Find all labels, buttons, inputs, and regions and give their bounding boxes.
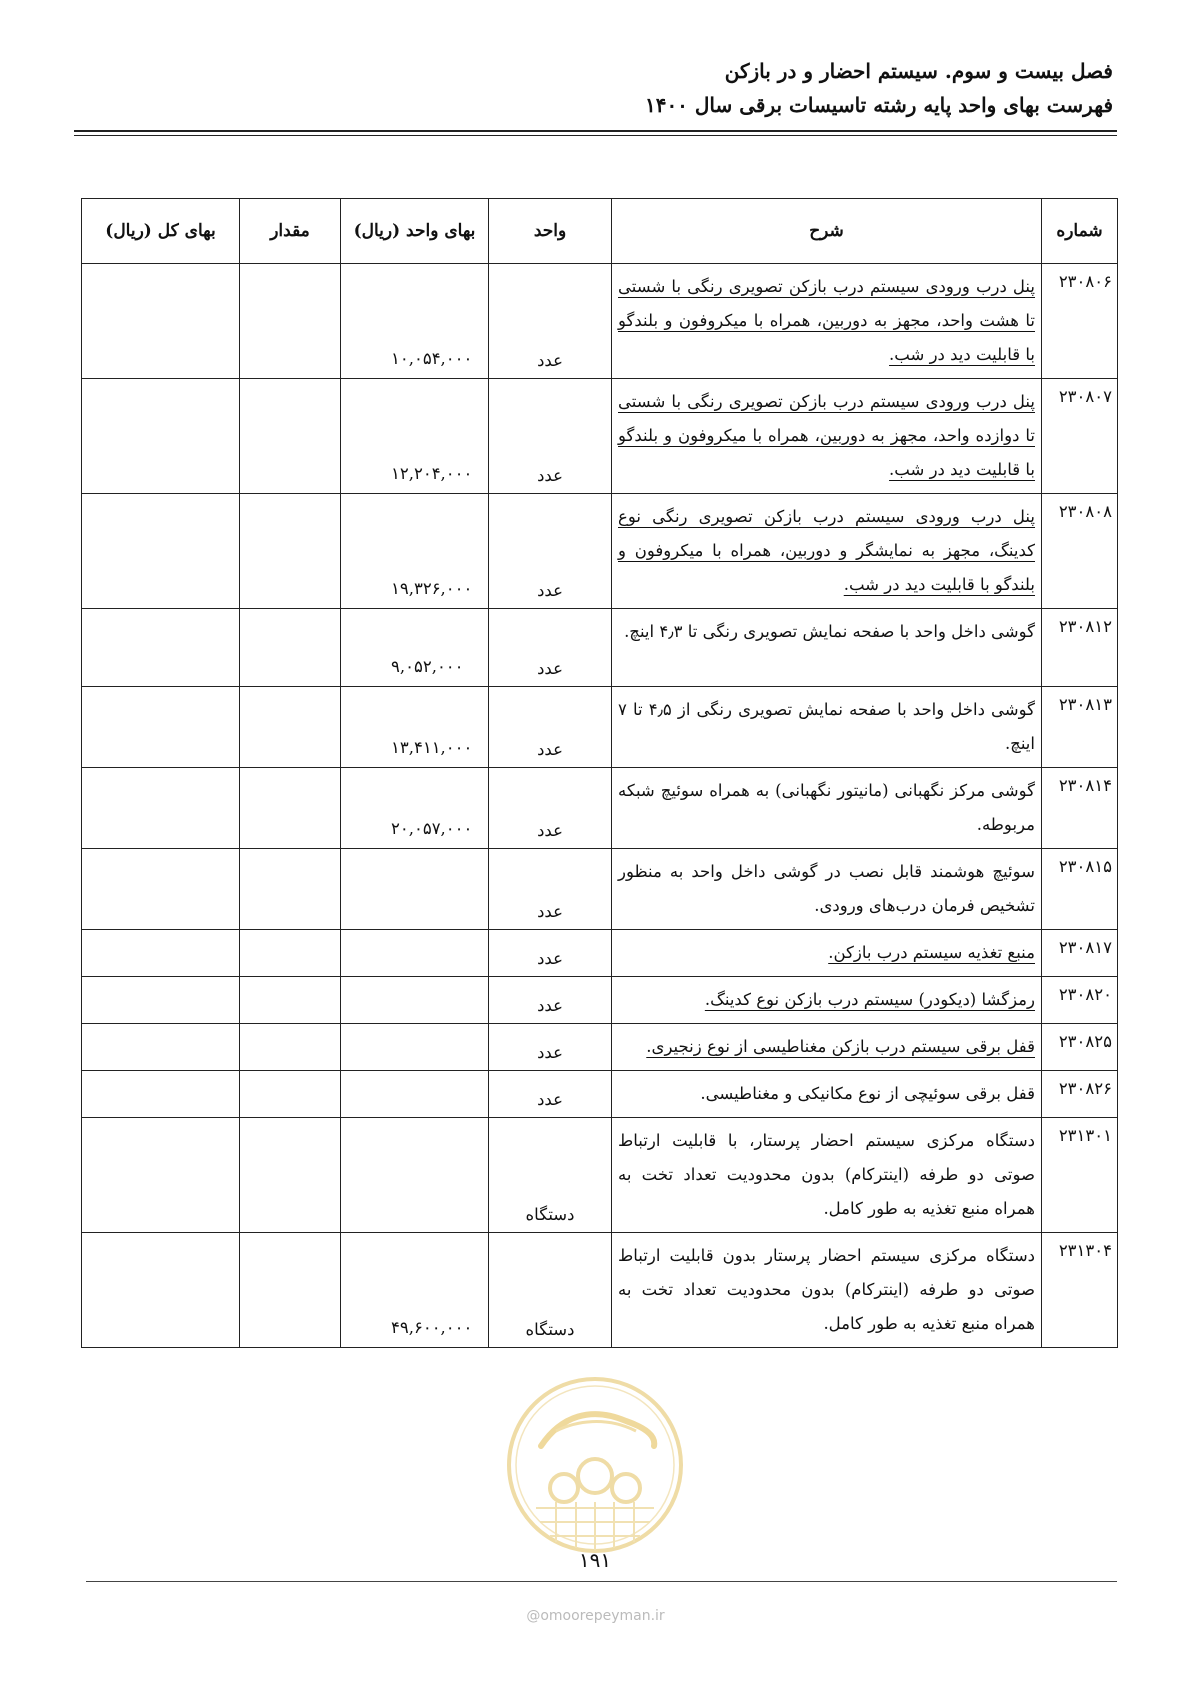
item-unit: عدد: [489, 687, 612, 768]
page-header: [645, 54, 1113, 122]
table-row: [82, 977, 1118, 1024]
item-quantity: [240, 687, 341, 768]
logo-grid: [536, 1502, 654, 1550]
item-description: گوشی داخل واحد با صفحه نمایش تصویری رنگی تا ۴٫۳ اینچ.: [612, 609, 1042, 687]
item-description: پنل درب ورودی سیستم درب بازکن تصویری رنگی با شستی تا دوازده واحد، مجهز به دوربین، همراه با میکروفون و بلندگو با قابلیت دید در شب.: [612, 379, 1042, 494]
item-unit: عدد: [489, 930, 612, 977]
item-unit: عدد: [489, 379, 612, 494]
item-unit-price: [341, 1118, 489, 1233]
item-number: ۲۳۰۸۱۵: [1042, 849, 1118, 930]
item-quantity: [240, 609, 341, 687]
item-unit: دستگاه: [489, 1118, 612, 1233]
item-description: قفل برقی سیستم درب بازکن مغناطیسی از نوع زنجیری.: [612, 1024, 1042, 1071]
item-total-price: [82, 1071, 240, 1118]
item-total-price: [82, 768, 240, 849]
item-description: پنل درب ورودی سیستم درب بازکن تصویری رنگی با شستی تا هشت واحد، مجهز به دوربین، همراه با میکروفون و بلندگو با قابلیت دید در شب.: [612, 264, 1042, 379]
item-number: ۲۳۰۸۲۵: [1042, 1024, 1118, 1071]
item-quantity: [240, 264, 341, 379]
item-number: ۲۳۱۳۰۴: [1042, 1233, 1118, 1348]
item-number: ۲۳۰۸۱۷: [1042, 930, 1118, 977]
item-unit: دستگاه: [489, 1233, 612, 1348]
item-unit-price: [341, 977, 489, 1024]
table-row: [82, 849, 1118, 930]
item-unit-price: [341, 849, 489, 930]
logo-gear-center: [578, 1459, 612, 1493]
item-quantity: [240, 768, 341, 849]
item-total-price: [82, 849, 240, 930]
footer-rule: [86, 1581, 1117, 1582]
item-total-price: [82, 1024, 240, 1071]
item-total-price: [82, 379, 240, 494]
item-total-price: [82, 930, 240, 977]
item-quantity: [240, 930, 341, 977]
item-description: منبع تغذیه سیستم درب بازکن.: [612, 930, 1042, 977]
item-unit: عدد: [489, 1024, 612, 1071]
item-number: ۲۳۰۸۰۶: [1042, 264, 1118, 379]
item-number: ۲۳۰۸۱۲: [1042, 609, 1118, 687]
table-row: [82, 768, 1118, 849]
column-header-description: شرح: [612, 199, 1042, 264]
item-number: ۲۳۰۸۲۶: [1042, 1071, 1118, 1118]
page-number: ۱۹۱: [578, 1548, 612, 1572]
watermark-logo: [506, 1376, 684, 1554]
table-row: [82, 1071, 1118, 1118]
table-row: [82, 379, 1118, 494]
table-header-row: [82, 199, 1118, 264]
item-description: رمزگشا (دیکودر) سیستم درب بازکن نوع کدینگ.: [612, 977, 1042, 1024]
item-unit-price: ۱۹,۳۲۶,۰۰۰: [341, 494, 489, 609]
item-unit: عدد: [489, 977, 612, 1024]
item-unit-price: ۱۳,۴۱۱,۰۰۰: [341, 687, 489, 768]
table-row: [82, 494, 1118, 609]
table-row: [82, 609, 1118, 687]
item-description: گوشی مرکز نگهبانی (مانیتور نگهبانی) به همراه سوئیچ شبکه مربوطه.: [612, 768, 1042, 849]
item-unit-price: [341, 1024, 489, 1071]
item-description: قفل برقی سوئیچی از نوع مکانیکی و مغناطیسی.: [612, 1071, 1042, 1118]
item-number: ۲۳۰۸۱۳: [1042, 687, 1118, 768]
item-number: ۲۳۰۸۲۰: [1042, 977, 1118, 1024]
item-total-price: [82, 1233, 240, 1348]
item-total-price: [82, 977, 240, 1024]
table-row: [82, 1024, 1118, 1071]
item-number: ۲۳۰۸۱۴: [1042, 768, 1118, 849]
website-watermark: @omoorepeyman.ir: [526, 1608, 665, 1624]
item-unit-price: [341, 1071, 489, 1118]
item-unit: عدد: [489, 1071, 612, 1118]
item-total-price: [82, 1118, 240, 1233]
item-unit-price: [341, 930, 489, 977]
item-total-price: [82, 494, 240, 609]
item-description: سوئیچ هوشمند قابل نصب در گوشی داخل واحد به منظور تشخیص فرمان درب‌های ورودی.: [612, 849, 1042, 930]
item-description: پنل درب ورودی سیستم درب بازکن تصویری رنگی نوع کدینگ، مجهز به نمایشگر و دوربین، همراه با میکروفون و بلندگو با قابلیت دید در شب.: [612, 494, 1042, 609]
table-row: [82, 264, 1118, 379]
column-header-unit: واحد: [489, 199, 612, 264]
item-unit: عدد: [489, 849, 612, 930]
item-quantity: [240, 1233, 341, 1348]
item-quantity: [240, 849, 341, 930]
logo-gear-left: [550, 1474, 578, 1502]
price-list-title: فهرست بهای واحد پایه رشته تاسیسات برقی سال ۱۴۰۰: [644, 93, 1113, 117]
header-rule-thin: [74, 135, 1117, 136]
item-unit: عدد: [489, 609, 612, 687]
item-description: دستگاه مرکزی سیستم احضار پرستار بدون قابلیت ارتباط صوتی دو طرفه (اینترکام) بدون محدودیت تعداد تخت به همراه منبع تغذیه به طور کامل.: [612, 1233, 1042, 1348]
chapter-title: فصل بیست و سوم. سیستم احضار و در بازکن: [724, 59, 1113, 83]
item-total-price: [82, 264, 240, 379]
price-table: [81, 198, 1118, 1348]
item-quantity: [240, 1118, 341, 1233]
item-total-price: [82, 687, 240, 768]
item-unit: عدد: [489, 264, 612, 379]
item-quantity: [240, 1024, 341, 1071]
item-quantity: [240, 1071, 341, 1118]
table-row: [82, 1233, 1118, 1348]
table-row: [82, 687, 1118, 768]
item-description: دستگاه مرکزی سیستم احضار پرستار، با قابلیت ارتباط صوتی دو طرفه (اینترکام) بدون محدودیت تعداد تخت به همراه منبع تغذیه به طور کامل.: [612, 1118, 1042, 1233]
logo-gear-right: [612, 1474, 640, 1502]
item-number: ۲۳۱۳۰۱: [1042, 1118, 1118, 1233]
item-number: ۲۳۰۸۰۸: [1042, 494, 1118, 609]
item-unit-price: ۴۹,۶۰۰,۰۰۰: [341, 1233, 489, 1348]
column-header-unit-price: بهای واحد (ریال): [341, 199, 489, 264]
item-unit-price: ۲۰,۰۵۷,۰۰۰: [341, 768, 489, 849]
table-row: [82, 930, 1118, 977]
table-row: [82, 1118, 1118, 1233]
item-unit-price: ۱۰,۰۵۴,۰۰۰: [341, 264, 489, 379]
item-description: گوشی داخل واحد با صفحه نمایش تصویری رنگی از ۴٫۵ تا ۷ اینچ.: [612, 687, 1042, 768]
item-unit-price: ۱۲,۲۰۴,۰۰۰: [341, 379, 489, 494]
header-rule-thick: [74, 130, 1117, 132]
item-quantity: [240, 494, 341, 609]
column-header-number: شماره: [1042, 199, 1118, 264]
item-number: ۲۳۰۸۰۷: [1042, 379, 1118, 494]
item-total-price: [82, 609, 240, 687]
item-quantity: [240, 379, 341, 494]
item-unit: عدد: [489, 494, 612, 609]
item-unit-price: ۹,۰۵۲,۰۰۰: [341, 609, 489, 687]
item-quantity: [240, 977, 341, 1024]
item-unit: عدد: [489, 768, 612, 849]
column-header-quantity: مقدار: [240, 199, 341, 264]
column-header-total-price: بهای کل (ریال): [82, 199, 240, 264]
